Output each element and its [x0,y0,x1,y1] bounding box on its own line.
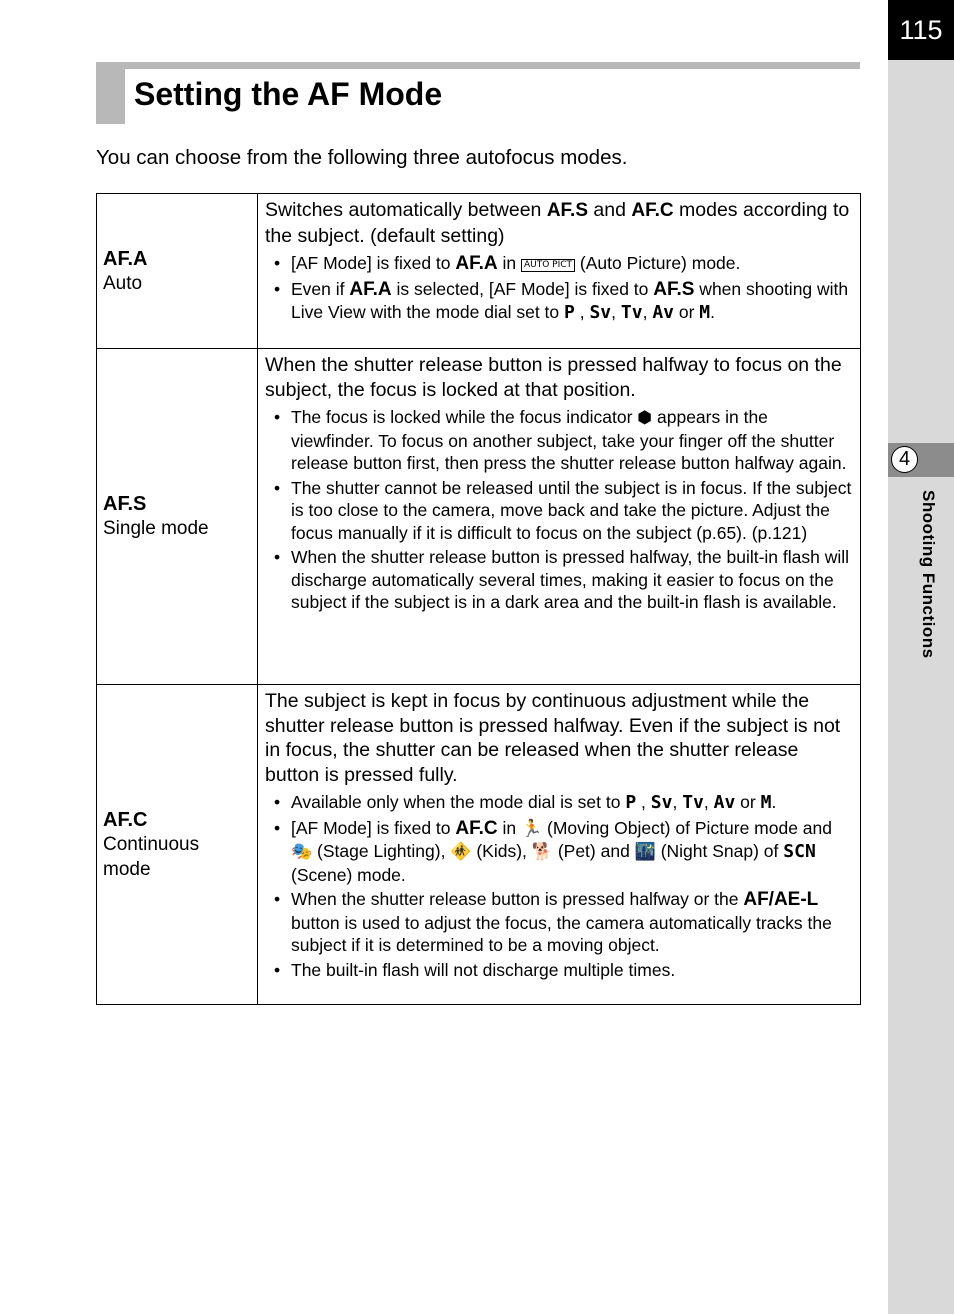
page-number: 115 [888,0,954,60]
mode-name: Continuous mode [103,833,200,880]
stage-lighting-icon: 🎭 [291,842,313,862]
heading-bar-top [125,62,860,69]
mode-code: AF.A [103,247,148,270]
night-snap-icon: 🌃 [634,842,656,862]
af-ae-l-button-icon: AF/AE-L [743,889,819,910]
list-item: • When the shutter release button is pressed halfway, the built-in flash will discharge automatically several times, making it easier to focus on the subject if the subject is in a dark area and the built-in flash is available. [265,546,854,614]
pet-icon: 🐕 [531,842,553,862]
mode-cell [97,194,258,349]
bullet-list [265,252,854,325]
kids-icon: 🚸 [450,842,472,862]
list-item: • Even if AF.A is selected, [AF Mode] is fixed to AF.S when shooting with Live View with the mode dial set to P , Sv, Tv, Av or M. [265,278,854,325]
page-title: Setting the AF Mode [134,76,443,112]
heading-bar-left [96,62,125,124]
scene-mode-icon: SCN [783,841,816,862]
description-cell [258,194,861,349]
section-heading [96,62,860,124]
mode-code: AF.S [103,493,147,515]
focus-indicator-icon: ⬢ [637,408,653,428]
bullet-list [265,406,854,614]
bullet-list [265,791,854,981]
mode-code: AF.C [103,808,148,831]
description-cell [258,349,861,685]
auto-picture-icon: AUTO PICT [521,259,575,272]
mode-cell [97,685,258,1005]
description-lead: When the shutter release button is pressed halfway to focus on the subject, the focus is locked at that position. [265,354,842,401]
list-item: • The built-in flash will not discharge multiple times. [265,959,854,982]
moving-object-icon: 🏃 [520,818,543,839]
table-row-af-a [97,194,861,349]
list-item: • [AF Mode] is fixed to AF.C in 🏃 (Moving Object) of Picture mode and 🎭 (Stage Lighting), 🚸 (Kids), 🐕 (Pet) and 🌃 (Night Snap) of SCN (Scene) mode. [265,817,854,887]
list-item: • Available only when the mode dial is set to P , Sv, Tv, Av or M. [265,791,854,815]
list-item: • The shutter cannot be released until the subject is in focus. If the subject is too close to the camera, move back and take the picture. Adjust the focus manually if it is difficult to focus on the subject (p.65). (p.121) [265,477,854,545]
list-item: • [AF Mode] is fixed to AF.A in AUTO PICT (Auto Picture) mode. [265,252,854,276]
table-row-af-c [97,685,861,1005]
mode-name: Single mode [103,518,209,539]
intro-text: You can choose from the following three autofocus modes. [96,146,628,169]
description-cell [258,685,861,1005]
list-item: • The focus is locked while the focus indicator ⬢ appears in the viewfinder. To focus on another subject, take your finger off the shutter release button first, then press the shutter release button halfway again. [265,406,854,475]
chapter-number: 4 [891,446,918,473]
description-lead: Switches automatically between AF.S and AF.C modes according to the subject. (default setting) [265,199,850,247]
description-lead: The subject is kept in focus by continuous adjustment while the shutter release button is pressed halfway. Even if the subject is not in focus, the shutter can be released when the shutter release button is pressed fully. [265,690,841,786]
table-row-af-s [97,349,861,685]
chapter-label: Shooting Functions [919,490,938,659]
mode-cell [97,349,258,685]
list-item: • When the shutter release button is pressed halfway or the AF/AE-L button is used to adjust the focus, the camera automatically tracks the subject if it is determined to be a moving object. [265,888,854,957]
af-mode-table [96,193,861,1005]
mode-name: Auto [103,272,143,294]
